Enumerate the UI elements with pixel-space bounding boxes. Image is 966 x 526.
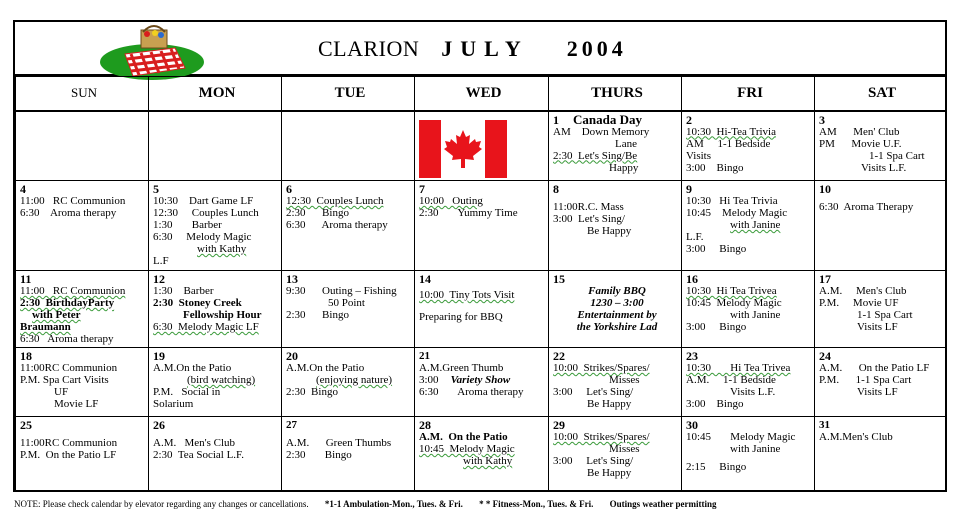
day-cell <box>415 181 549 271</box>
event-line: Be Happy <box>587 225 632 237</box>
day-cell <box>149 417 282 491</box>
event-line: 2:30 Bingo <box>286 386 338 398</box>
event-line: 6:30 Aroma therapy <box>286 219 388 231</box>
day-cell <box>149 348 282 417</box>
event-line: Movie LF <box>54 398 99 410</box>
event-line: A.M. Men's Club <box>819 285 907 297</box>
day-number: 18 <box>20 349 32 363</box>
event-line: 10:30 Dart Game LF <box>153 195 254 207</box>
event-line: A.M. 1-1 Bedside <box>686 374 776 386</box>
event-line: 2:30 Stoney Creek <box>153 297 242 309</box>
day-number: 2 <box>686 112 692 127</box>
event-line: AM 1-1 Bedside <box>686 137 771 150</box>
event-line: Misses <box>609 374 640 386</box>
event-line: 1:30 Barber <box>153 285 214 297</box>
event-line: 10:45 Melody Magic <box>686 297 782 309</box>
event-line: with Janine <box>730 219 781 231</box>
event-line: Lane <box>615 137 637 150</box>
event-line: Misses <box>609 443 640 455</box>
event-line: the Yorkshire Lad <box>576 321 658 333</box>
weekday-header-row <box>16 77 946 111</box>
home-name: CLARION <box>318 36 420 61</box>
event-line: 2:30 Bingo <box>286 207 349 219</box>
event-line: 10:00 Strikes/Spares/ <box>553 431 650 443</box>
event-line <box>419 374 548 386</box>
calendar-title <box>318 36 627 62</box>
day-number: 20 <box>286 349 298 363</box>
event-line: Be Happy <box>587 467 632 479</box>
event-line: AM Men' Club <box>819 125 900 138</box>
empty-day-cell <box>282 111 415 181</box>
event-line: A.M. On the Patio LF <box>819 362 930 374</box>
event-line: 3:00 Bingo <box>686 321 747 333</box>
day-cell <box>815 417 946 491</box>
event-line: 6:30 Aroma therapy <box>20 333 114 345</box>
footer-outings: Outings weather permitting <box>609 499 717 509</box>
day-number: 6 <box>286 182 292 196</box>
event-line: 9:30 Outing – Fishing <box>286 285 397 297</box>
event-line: L.F <box>153 255 169 267</box>
event-line: Be Happy <box>587 398 632 410</box>
day-number: 10 <box>819 182 831 196</box>
day-cell <box>16 181 149 271</box>
event-line: 11:00 RC Communion <box>20 195 126 207</box>
day-cell <box>549 111 682 181</box>
event-line: 1-1 Spa Cart <box>869 149 925 162</box>
event-line: Visits LF <box>857 321 898 333</box>
event-line: 10:30 Hi-Tea Trivia <box>686 125 776 138</box>
day-number: 5 <box>153 182 159 196</box>
event-line: L.F. <box>686 231 704 243</box>
event-line: Visits <box>686 149 712 162</box>
day-number: 26 <box>153 418 165 432</box>
event-line: 3:00 Bingo <box>686 161 744 174</box>
day-number: 30 <box>686 418 698 432</box>
event-line: 12:30 Couples Lunch <box>153 207 259 219</box>
event-line: P.M. Social in <box>153 386 221 398</box>
event-line: Family BBQ <box>588 285 646 297</box>
event-line: 2:30 Bingo <box>286 309 349 321</box>
day-number: 11 <box>20 272 32 286</box>
event-line: 10:30 Hi Tea Trivea <box>686 285 777 297</box>
day-cell <box>815 271 946 348</box>
event-line: 10:45 Melody Magic <box>419 443 515 455</box>
event-line: 11:00R.C. Mass <box>553 201 624 213</box>
day-number: 8 <box>553 182 559 196</box>
day-number: 23 <box>686 349 698 363</box>
day-cell <box>815 181 946 271</box>
event-time: 3:00 <box>419 374 439 386</box>
day-cell <box>282 181 415 271</box>
day-cell <box>682 181 815 271</box>
event-line: 3:00 Let's Sing/ <box>553 213 625 225</box>
weekday-sun: SUN <box>16 77 149 111</box>
event-line: A.M.On the Patio <box>286 362 365 374</box>
day-number: 27 <box>286 419 297 431</box>
event-line: 3:00 Let's Sing/ <box>553 455 634 467</box>
day-number: 21 <box>419 350 430 362</box>
event-line: AM Down Memory <box>553 125 650 138</box>
day-cell <box>549 348 682 417</box>
day-cell <box>682 348 815 417</box>
canada-flag-icon <box>419 120 507 178</box>
day-cell <box>682 271 815 348</box>
event-line: 6:30 Aroma therapy <box>20 207 117 219</box>
day-cell <box>16 348 149 417</box>
day-number: 7 <box>419 182 425 196</box>
event-line: 10:45 Melody Magic <box>686 431 796 443</box>
calendar-footer <box>14 499 730 509</box>
event-title: Variety Show <box>450 374 511 386</box>
event-line: Entertainment by <box>577 309 657 321</box>
event-line: with Peter <box>32 309 81 321</box>
event-line: A.M.On the Patio <box>153 362 232 374</box>
event-line: (bird watching) <box>187 374 256 386</box>
event-line: Visits L.F. <box>730 386 776 398</box>
weekday-wed: WED <box>415 77 549 111</box>
empty-day-cell <box>16 111 149 181</box>
day-cell <box>16 271 149 348</box>
event-line: 2:30 Let's Sing/Be <box>553 149 638 162</box>
event-line: 11:00RC Communion <box>20 362 118 374</box>
day-cell <box>282 348 415 417</box>
day-number: 16 <box>686 272 698 286</box>
event-line: 2:30 Yummy Time <box>419 207 518 219</box>
day-number: 19 <box>153 349 165 363</box>
day-number: 24 <box>819 349 831 363</box>
event-line: 1-1 Spa Cart <box>857 309 913 321</box>
event-line: 6:30 Aroma therapy <box>419 386 524 398</box>
day-number: 17 <box>819 272 831 286</box>
day-number-value: 1 <box>553 112 559 127</box>
day-cell <box>149 181 282 271</box>
event-line: with Kathy <box>197 243 247 255</box>
day-number <box>553 111 681 127</box>
event-line: Braumann <box>20 321 71 333</box>
event-line: 10:30 Hi Tea Trivea <box>686 362 791 374</box>
month-name: JULY <box>441 36 529 61</box>
day-number: 3 <box>819 112 825 127</box>
event-line: UF <box>54 386 69 398</box>
event-line: 6:30 Melody Magic <box>153 231 252 243</box>
event-line: 1230 – 3:00 <box>590 297 644 309</box>
event-line: 10:00 Outing <box>419 195 483 207</box>
event-line: 3:00 Bingo <box>686 243 747 255</box>
event-line: P.M. 1-1 Spa Cart <box>819 374 912 386</box>
day-cell <box>415 417 549 491</box>
event-line: 11:00RC Communion <box>20 437 118 449</box>
day-cell <box>415 271 549 348</box>
weekday-fri: FRI <box>682 77 815 111</box>
event-line: A.M. Men's Club <box>153 437 236 449</box>
footer-fitness: * * Fitness-Mon., Tues. & Fri. <box>479 499 594 509</box>
day-cell <box>282 417 415 491</box>
event-line: Visits L.F. <box>861 161 907 174</box>
day-number: 25 <box>20 418 32 432</box>
event-line: P.M. Spa Cart Visits <box>20 374 109 386</box>
event-line: Solarium <box>153 398 194 410</box>
day-number: 28 <box>419 418 431 432</box>
event-line: P.M. On the Patio LF <box>20 449 117 461</box>
weekday-sat: SAT <box>815 77 946 111</box>
week-row <box>16 271 946 348</box>
day-number: 31 <box>819 419 830 431</box>
day-number: 4 <box>20 182 26 196</box>
day-cell <box>815 111 946 181</box>
event-line: 11:00 RC Communion <box>20 285 126 297</box>
event-line: A.M. On the Patio <box>419 431 508 443</box>
year: 2004 <box>566 36 627 61</box>
day-cell <box>549 417 682 491</box>
event-line: (enjoying nature) <box>316 374 393 386</box>
event-line: with Janine <box>730 309 781 321</box>
event-line: 10:30 Hi Tea Trivia <box>686 195 778 207</box>
event-line: A.M. Green Thumbs <box>286 437 392 449</box>
day-number: 9 <box>686 182 692 196</box>
event-line: Preparing for BBQ <box>419 311 503 323</box>
event-line: with Janine <box>730 443 781 455</box>
event-line: PM Movie U.F. <box>819 137 902 150</box>
day-cell <box>549 271 682 348</box>
day-cell <box>16 417 149 491</box>
week-row <box>16 181 946 271</box>
day-number: 15 <box>553 272 565 286</box>
day-cell <box>682 417 815 491</box>
event-line: with Kathy <box>463 455 513 467</box>
day-number: 13 <box>286 272 298 286</box>
event-line: 6:30 Aroma Therapy <box>819 201 914 213</box>
event-line: 3:00 Let's Sing/ <box>553 386 634 398</box>
day-cell <box>682 111 815 181</box>
footer-ambulation: *1-1 Ambulation-Mon., Tues. & Fri. <box>324 499 463 509</box>
day-cell <box>149 271 282 348</box>
picnic-basket-icon <box>97 24 207 84</box>
event-line: Fellowship Hour <box>183 309 262 321</box>
day-cell <box>282 271 415 348</box>
event-line: 1:30 Barber <box>153 219 222 231</box>
event-line: 2:30 BirthdayParty <box>20 297 115 309</box>
day-cell <box>549 181 682 271</box>
day-number: 29 <box>553 418 565 432</box>
event-line: P.M. Movie UF <box>819 297 899 309</box>
event-line: Happy <box>609 161 639 174</box>
event-line: A.M.Men's Club <box>819 431 893 443</box>
event-line: 10:00 Tiny Tots Visit <box>419 289 515 301</box>
event-line: 12:30 Couples Lunch <box>286 195 384 207</box>
calendar-frame <box>13 20 947 492</box>
weekday-thu: THURS <box>549 77 682 111</box>
weekday-mon: MON <box>149 77 282 111</box>
event-line: 3:00 Bingo <box>686 398 744 410</box>
calendar-header <box>15 22 945 76</box>
event-line: 2:30 Tea Social L.F. <box>153 449 245 461</box>
day-cell <box>815 348 946 417</box>
event-line: 2:15 Bingo <box>686 461 747 473</box>
event-line: 10:45 Melody Magic <box>686 207 788 219</box>
weekday-tue: TUE <box>282 77 415 111</box>
week-row <box>16 348 946 417</box>
event-line: 2:30 Bingo <box>286 449 352 461</box>
holiday-title: Canada Day <box>573 111 642 127</box>
empty-day-cell <box>149 111 282 181</box>
day-cell <box>415 348 549 417</box>
week-row <box>16 417 946 491</box>
footer-note: NOTE: Please check calendar by elevator regarding any changes or cancellations. <box>14 499 309 509</box>
day-number: 22 <box>553 349 565 363</box>
event-line: 10:00 Strikes/Spares/ <box>553 362 650 374</box>
day-number: 14 <box>419 272 431 286</box>
event-line: A.M.Green Thumb <box>419 362 504 374</box>
event-line: 50 Point <box>328 297 365 309</box>
event-line: 6:30 Melody Magic LF <box>153 321 259 333</box>
day-number: 12 <box>153 272 165 286</box>
event-line: Visits LF <box>857 386 898 398</box>
